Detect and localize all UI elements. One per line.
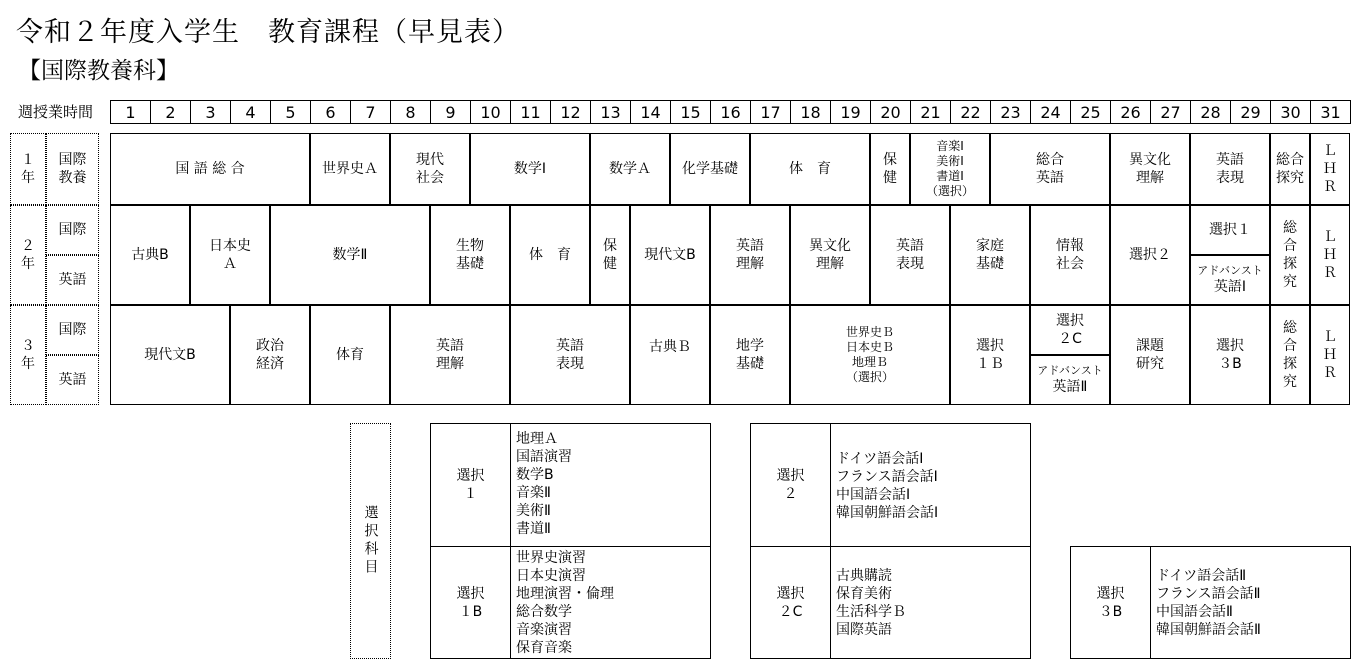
period-number: 31 (1310, 100, 1351, 124)
subject-cell: 現代 社会 (390, 133, 470, 205)
subject-cell: 世界史Ａ (310, 133, 390, 205)
period-number: 5 (270, 100, 311, 124)
advanced-label: アドバンスト (1037, 364, 1103, 377)
history-subjects: 世界史Ｂ 日本史Ｂ 地理Ｂ (845, 325, 894, 369)
department-subtitle: 【国際教養科】 (18, 58, 179, 84)
period-number: 3 (190, 100, 231, 124)
subject-cell: 体育 (310, 305, 390, 405)
period-number: 19 (830, 100, 871, 124)
subject-cell: 選択 １Ｂ (950, 305, 1030, 405)
subject-cell: 数学Ⅱ (270, 205, 430, 305)
subject-cell: 音楽Ⅰ 美術Ⅰ 書道Ⅰ （選択） (910, 133, 990, 205)
period-number: 29 (1230, 100, 1271, 124)
year-label-3: ３ 年 (10, 305, 46, 405)
period-number: 20 (870, 100, 911, 124)
period-number: 18 (790, 100, 831, 124)
subject-cell-advanced (1190, 255, 1270, 305)
period-number: 4 (230, 100, 271, 124)
year-label-2: ２ 年 (10, 205, 46, 305)
subject-cell: 化学基礎 (670, 133, 750, 205)
course-label-2-kokusai: 国際 (46, 205, 99, 255)
course-label-3-eigo: 英語 (46, 355, 99, 405)
subject-cell: 異文化 理解 (790, 205, 870, 305)
subject-cell: 国 語 総 合 (110, 133, 310, 205)
period-number: 13 (590, 100, 631, 124)
elective-group-subjects: ドイツ語会話Ⅱ フランス語会話Ⅱ 中国語会話Ⅱ 韓国朝鮮語会話Ⅱ (1150, 546, 1351, 659)
subject-cell: 情報 社会 (1030, 205, 1110, 305)
period-number: 8 (390, 100, 431, 124)
elective-group-subjects: 古典購読 保育美術 生活科学Ｂ 国際英語 (830, 546, 1031, 659)
history-choice-note: （選択） (845, 370, 894, 384)
year-label-1: １ 年 (10, 133, 46, 205)
page-title: 令和２年度入学生 教育課程（早見表） (16, 17, 520, 48)
subject-cell: 選択２ (1110, 205, 1190, 305)
subject-cell: 体 育 (510, 205, 590, 305)
advanced-subject: 英語Ⅰ (1213, 279, 1247, 295)
subject-cell: Ｌ Ｈ Ｒ (1310, 305, 1350, 405)
subject-cell: 選択 ２C (1030, 305, 1110, 355)
period-number: 6 (310, 100, 351, 124)
period-number: 25 (1070, 100, 1111, 124)
period-number: 21 (910, 100, 951, 124)
subject-cell: 現代文B (630, 205, 710, 305)
subject-cell: Ｌ Ｈ Ｒ (1310, 205, 1350, 305)
period-number: 23 (990, 100, 1031, 124)
period-number: 14 (630, 100, 671, 124)
period-number: 16 (710, 100, 751, 124)
subject-cell: 総合 英語 (990, 133, 1110, 205)
elective-group-name: 選択 １ (430, 423, 511, 547)
subject-cell: 生物 基礎 (430, 205, 510, 305)
subject-cell: 古典Ｂ (630, 305, 710, 405)
advanced-subject: 英語Ⅱ (1052, 379, 1088, 395)
subject-cell: 総 合 探 究 (1270, 205, 1310, 305)
elective-group-name: 選択 ２C (750, 546, 831, 659)
period-number: 26 (1110, 100, 1151, 124)
period-number: 17 (750, 100, 791, 124)
subject-cell: 保 健 (590, 205, 630, 305)
period-number: 7 (350, 100, 391, 124)
period-number: 2 (150, 100, 191, 124)
period-number: 30 (1270, 100, 1311, 124)
weekly-hours-label: 週授業時間 (18, 103, 94, 121)
subject-cell: 家庭 基礎 (950, 205, 1030, 305)
subject-cell: 数学Ａ (590, 133, 670, 205)
subject-cell: 総 合 探 究 (1270, 305, 1310, 405)
subject-cell: 課題 研究 (1110, 305, 1190, 405)
period-number: 11 (510, 100, 551, 124)
elective-group-subjects: 世界史演習 日本史演習 地理演習・倫理 総合数学 音楽演習 保育音楽 (510, 546, 711, 659)
period-number: 9 (430, 100, 471, 124)
course-label-2-eigo: 英語 (46, 255, 99, 305)
elective-subjects-label: 選択科目 (350, 423, 391, 659)
subject-cell: 古典B (110, 205, 190, 305)
subject-cell: 現代文B (110, 305, 230, 405)
period-number: 15 (670, 100, 711, 124)
period-number: 28 (1190, 100, 1231, 124)
elective-group-subjects: 地理Ａ 国語演習 数学B 音楽Ⅱ 美術Ⅱ 書道Ⅱ (510, 423, 711, 547)
subject-cell: 体 育 (750, 133, 870, 205)
subject-cell: 日本史 Ａ (190, 205, 270, 305)
subject-cell: 英語 表現 (1190, 133, 1270, 205)
period-number: 12 (550, 100, 591, 124)
period-number: 10 (470, 100, 511, 124)
elective-group-name: 選択 １B (430, 546, 511, 659)
subject-cell: 英語 理解 (390, 305, 510, 405)
subject-cell: 英語 表現 (510, 305, 630, 405)
subject-cell-history-choice (790, 305, 950, 405)
subject-cell: 英語 表現 (870, 205, 950, 305)
subject-cell: 選択１ (1190, 205, 1270, 255)
period-number: 1 (110, 100, 151, 124)
subject-cell: 異文化 理解 (1110, 133, 1190, 205)
period-number: 24 (1030, 100, 1071, 124)
subject-cell-advanced (1030, 355, 1110, 405)
subject-cell: 保 健 (870, 133, 910, 205)
subject-cell: 英語 理解 (710, 205, 790, 305)
advanced-label: アドバンスト (1197, 264, 1263, 277)
course-label-1-kokusai-kyoyo: 国際 教養 (46, 133, 99, 205)
elective-group-name: 選択 ２ (750, 423, 831, 547)
period-number: 27 (1150, 100, 1191, 124)
subject-cell: 総合 探究 (1270, 133, 1310, 205)
subject-cell: Ｌ Ｈ Ｒ (1310, 133, 1350, 205)
period-number: 22 (950, 100, 991, 124)
subject-cell: 選択 ３B (1190, 305, 1270, 405)
subject-cell: 地学 基礎 (710, 305, 790, 405)
course-label-3-kokusai: 国際 (46, 305, 99, 355)
elective-group-subjects: ドイツ語会話Ⅰ フランス語会話Ⅰ 中国語会話Ⅰ 韓国朝鮮語会話Ⅰ (830, 423, 1031, 547)
elective-group-name: 選択 ３B (1070, 546, 1151, 659)
subject-cell: 数学Ⅰ (470, 133, 590, 205)
subject-cell: 政治 経済 (230, 305, 310, 405)
